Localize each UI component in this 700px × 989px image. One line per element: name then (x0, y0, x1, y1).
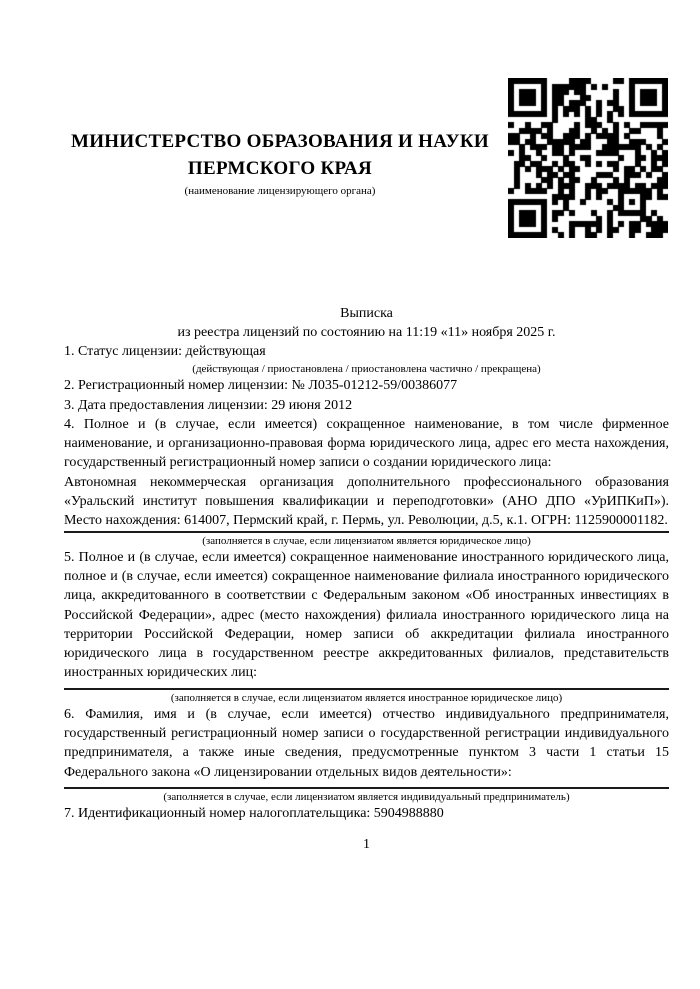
licensing-authority-caption: (наименование лицензирующего органа) (184, 185, 376, 197)
item-4-legal-entity-value: Автономная некоммерческая организация дополнительного профессионального образования «Уральский институт повышения квалификации и переподготовки» (АНО ДПО «УрИПКиП»). Место нахождения: 614007, Пермский край, г. Пермь, ул. Революции, д.5, к.1. ОГРН: 1125900001182. (64, 474, 669, 529)
item-5-hint: (заполняется в случае, если лицензиатом является иностранное юридическое лицо) (170, 691, 563, 704)
item-7-taxpayer-id: 7. Идентификационный номер налогоплательщика: 5904988880 (64, 805, 444, 821)
item-6-hint: (заполняется в случае, если лицензиатом является индивидуальный предприниматель) (163, 790, 570, 803)
qr-code (508, 78, 668, 243)
document-title-line2: из реестра лицензий по состоянию на 11:19 «11» ноября 2025 г. (177, 324, 556, 340)
licensing-authority-name (64, 128, 496, 182)
item-5-foreign-entity-label: 5. Полное и (в случае, если имеется) сокращенное наименование иностранного юридического лица, полное и (в случае, если имеется) сокращенное наименование филиала иностранного юридического лица, аккредитованного в соответствии с Федеральным законом «Об иностранных инвестициях в Российской Федерации», адрес (место нахождения) филиала иностранного юридического лица на территории Российской Федерации, номер записи об аккредитации филиала иностранного юридического лица в государственном реестре аккредитованных филиалов, представительств иностранных юридических лиц: (64, 549, 669, 681)
item-2-registration-number: 2. Регистрационный номер лицензии: № Л035-01212-59/00386077 (64, 378, 458, 394)
item-4-hint: (заполняется в случае, если лицензиатом является юридическое лицо) (202, 534, 531, 547)
item-3-grant-date: 3. Дата предоставления лицензии: 29 июня 2012 (64, 397, 353, 413)
ministry-name-line1: МИНИСТЕРСТВО ОБРАЗОВАНИЯ И НАУКИ (70, 131, 490, 152)
document-title-line1: Выписка (340, 306, 393, 321)
item-4-fill-line (64, 531, 669, 533)
item-6-individual-entrepreneur-label: 6. Фамилия, имя и (в случае, если имеется) отчество индивидуального предпринимателя, государственный регистрационный номер записи о государственной регистрации индивидуального предпринимателя, а также иные сведения, предусмотренные пунктом 3 части 1 статьи 15 Федерального закона «О лицензировании отдельных видов деятельности»: (64, 706, 669, 780)
ministry-name-line2: ПЕРМСКОГО КРАЯ (187, 158, 373, 179)
document-title (64, 305, 669, 342)
item-5-fill-line (64, 688, 669, 690)
item-6-fill-line (64, 787, 669, 789)
page-number: 1 (363, 837, 370, 853)
item-1-status-hint: (действующая / приостановлена / приостановлена частично / прекращена) (192, 363, 541, 376)
item-4-legal-entity-label: 4. Полное и (в случае, если имеется) сокращенное наименование, в том числе фирменное наименование, и организационно-правовая форма юридического лица, адрес его места нахождения, государственный регистрационный номер записи о создании юридического лица: (64, 416, 669, 471)
item-1-license-status: 1. Статус лицензии: действующая (64, 344, 266, 359)
